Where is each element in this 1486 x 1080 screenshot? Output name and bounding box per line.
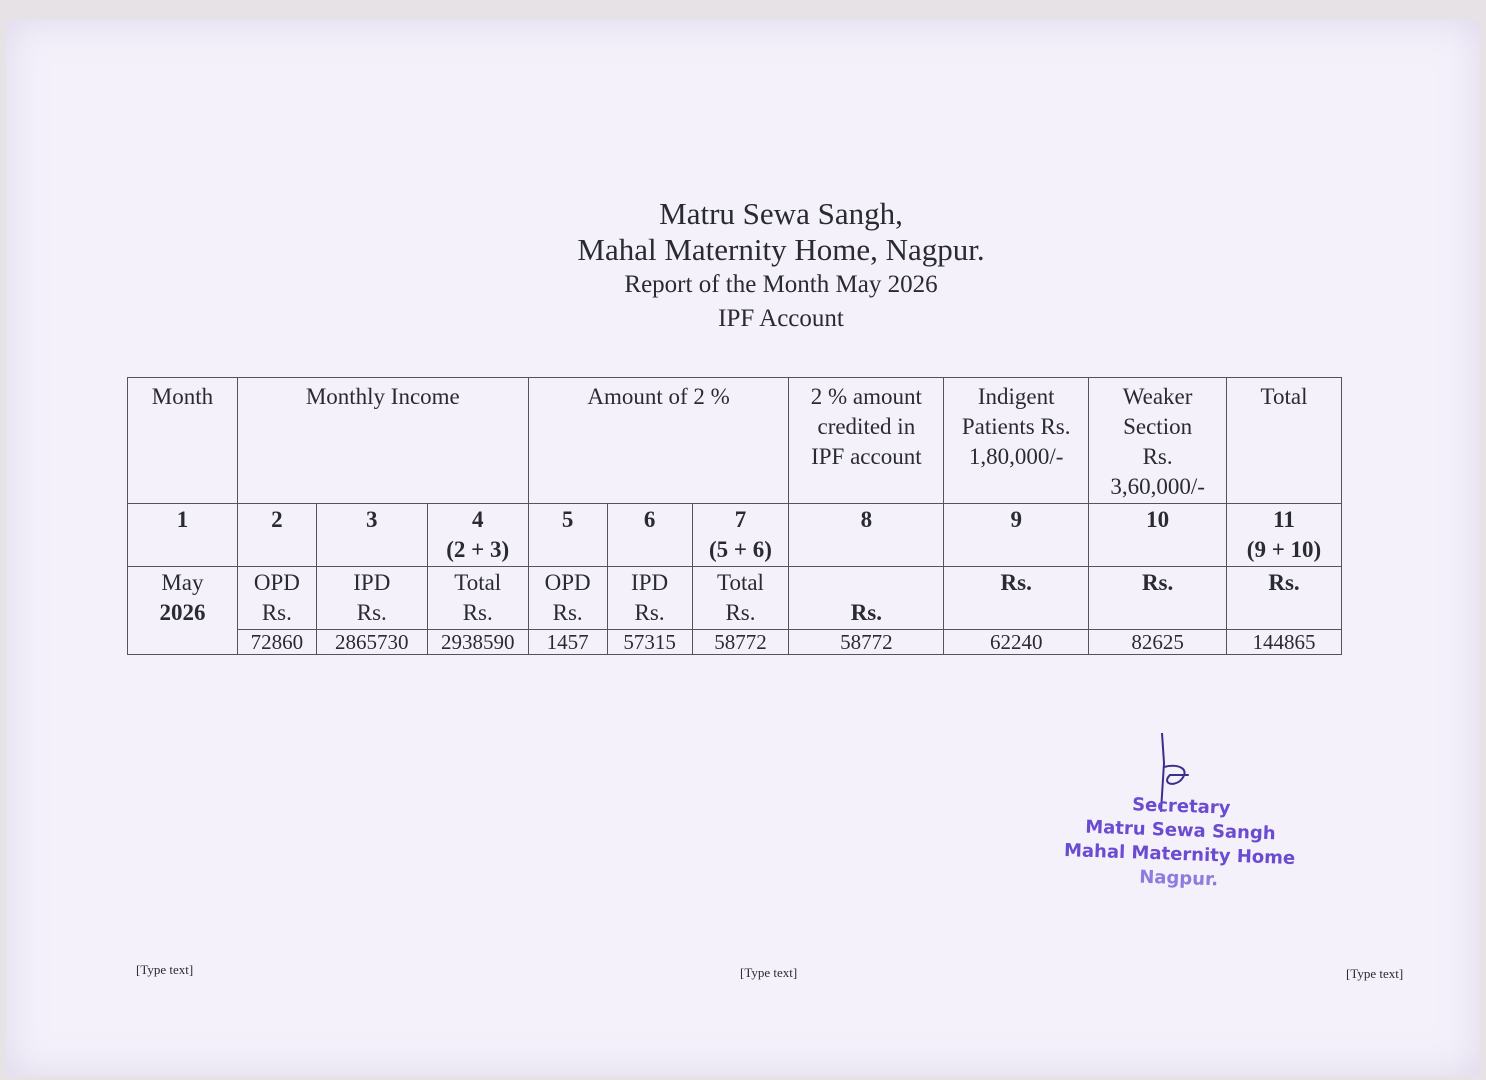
sub-credited-ipf: Rs. bbox=[789, 567, 944, 630]
secretary-stamp bbox=[1038, 790, 1321, 896]
stamp-title: Secretary bbox=[1131, 794, 1231, 819]
stamp-city: Nagpur. bbox=[1138, 866, 1219, 891]
document-header bbox=[0, 196, 1486, 336]
org-name: Matru Sewa Sangh, bbox=[659, 196, 903, 231]
header-month: Month bbox=[128, 378, 238, 504]
col-num-11: 11 (9 + 10) bbox=[1227, 504, 1342, 567]
value-credited-ipf: 58772 bbox=[789, 630, 944, 655]
value-opd-income: 72860 bbox=[237, 630, 316, 655]
col-num-5: 5 bbox=[528, 504, 607, 567]
month-name: May bbox=[161, 570, 204, 595]
col-num-10: 10 bbox=[1089, 504, 1227, 567]
values-row bbox=[128, 630, 1342, 655]
ipf-report-table bbox=[127, 377, 1342, 655]
subheader-row bbox=[128, 567, 1342, 630]
account-title: IPF Account bbox=[718, 305, 844, 332]
header-indigent: Indigent Patients Rs. 1,80,000/- bbox=[944, 378, 1089, 504]
value-indigent: 62240 bbox=[944, 630, 1089, 655]
footer-right-text: [Type text] bbox=[1346, 966, 1404, 981]
month-year: 2026 bbox=[159, 600, 206, 625]
sub-total-income: Total Rs. bbox=[427, 567, 528, 630]
stamp-home: Mahal Maternity Home bbox=[1063, 839, 1296, 870]
header-monthly-income: Monthly Income bbox=[237, 378, 528, 504]
sub-ipd-2pct: IPD Rs. bbox=[607, 567, 692, 630]
col-num-1: 1 bbox=[128, 504, 238, 567]
month-cell bbox=[128, 567, 238, 655]
col-num-3: 3 bbox=[316, 504, 427, 567]
col-num-2: 2 bbox=[237, 504, 316, 567]
stamp-org: Matru Sewa Sangh bbox=[1084, 816, 1276, 845]
col-num-8: 8 bbox=[789, 504, 944, 567]
value-ipd-income: 2865730 bbox=[316, 630, 427, 655]
value-ipd-2pct: 57315 bbox=[607, 630, 692, 655]
sub-total-2pct: Total Rs. bbox=[692, 567, 789, 630]
sub-indigent: Rs. bbox=[944, 567, 1089, 630]
report-title: Report of the Month May 2026 bbox=[624, 271, 938, 298]
header-weaker-section: Weaker Section Rs. 3,60,000/- bbox=[1089, 378, 1227, 504]
col-num-4: 4 (2 + 3) bbox=[427, 504, 528, 567]
header-credited-ipf: 2 % amount credited in IPF account bbox=[789, 378, 944, 504]
org-subtitle: Mahal Maternity Home, Nagpur. bbox=[577, 232, 985, 267]
col-num-9: 9 bbox=[944, 504, 1089, 567]
column-number-row bbox=[128, 504, 1342, 567]
sub-weaker: Rs. bbox=[1089, 567, 1227, 630]
value-total-income: 2938590 bbox=[427, 630, 528, 655]
col-num-7: 7 (5 + 6) bbox=[692, 504, 789, 567]
sub-opd-2pct: OPD Rs. bbox=[528, 567, 607, 630]
header-amount-2pct: Amount of 2 % bbox=[528, 378, 789, 504]
value-weaker: 82625 bbox=[1089, 630, 1227, 655]
col-num-6: 6 bbox=[607, 504, 692, 567]
value-opd-2pct: 1457 bbox=[528, 630, 607, 655]
sub-total: Rs. bbox=[1227, 567, 1342, 630]
footer-left-text: [Type text] bbox=[136, 962, 194, 977]
header-total: Total bbox=[1227, 378, 1342, 504]
value-total-2pct: 58772 bbox=[692, 630, 789, 655]
sub-opd-income: OPD Rs. bbox=[237, 567, 316, 630]
value-grand-total: 144865 bbox=[1227, 630, 1342, 655]
sub-ipd-income: IPD Rs. bbox=[316, 567, 427, 630]
table-header-row bbox=[128, 378, 1342, 504]
footer-center-text: [Type text] bbox=[740, 965, 798, 980]
